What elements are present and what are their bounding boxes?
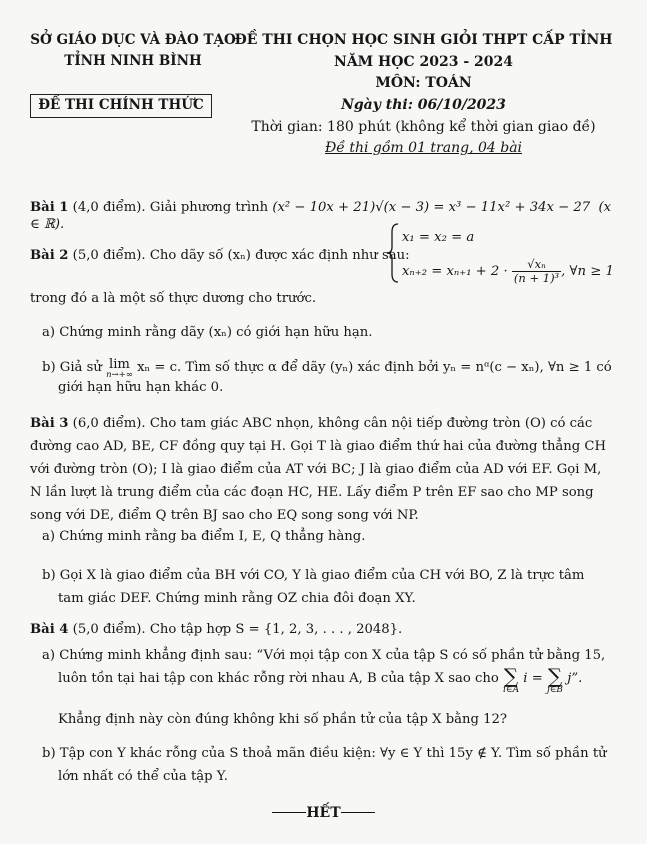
end-divider-right xyxy=(341,812,375,813)
exam-date: Ngày thi: 06/10/2023 xyxy=(341,97,506,114)
issuer-province: TỈNH NINH BÌNH xyxy=(64,52,202,69)
problem-3b: b) Gọi X là giao điểm của BH với CO, Y là giao điểm của CH với BO, Z là trực tâm tam giác DEF. Chứng minh rằng OZ chia đôi đoạn XY. xyxy=(42,568,585,606)
recurrence-system xyxy=(386,222,626,284)
sum-over-b: ∑ j∈B xyxy=(546,664,564,695)
problem-2-points: (5,0 điểm). xyxy=(72,248,146,263)
problem-1-text: Giải phương trình xyxy=(149,200,269,215)
problem-4-label: Bài 4 xyxy=(30,622,69,637)
problem-1-label: Bài 1 xyxy=(30,200,69,215)
problem-4a-line-2: luôn tồn tại hai tập con khác rỗng rời nhau A, B của tập X sao cho ∑ i∈A i = ∑ j∈B j”. xyxy=(58,664,583,695)
recurrence-line-1: x₁ = x₂ = a xyxy=(402,230,475,245)
problem-3: Bài 3 (6,0 điểm). Cho tam giác ABC nhọn, không cân nội tiếp đường tròn (O) có các đường cao AD, BE, CF đồng quy tại H. Gọi T là giao điểm thứ hai của đường thẳng CH với đường tròn (O); I là giao điểm của AT với BC; J là giao điểm của AD với EF. Gọi M, N lần lượt là trung điểm của các đoạn HC, HE. Lấy điểm P trên EF sao cho MP song song với DE, điểm Q trên BJ sao cho EQ song song với NP. xyxy=(30,416,607,523)
school-year: NĂM HỌC 2023 - 2024 xyxy=(334,53,513,70)
subject: MÔN: TOÁN xyxy=(375,75,472,92)
end-mark: HẾT xyxy=(0,805,647,823)
problem-1-points: (4,0 điểm). xyxy=(72,200,146,215)
limit-expression: lim n→+∞ xyxy=(106,357,133,381)
problem-4-intro: Bài 4 (5,0 điểm). Cho tập hợp S = {1, 2, 3, . . . , 2048}. xyxy=(30,622,403,637)
pages-note: Đề thi gồm 01 trang, 04 bài xyxy=(324,140,523,157)
problem-2b: b) Giả sử lim n→+∞ xₙ = c. Tìm số thực α để dãy (yₙ) xác định bởi yₙ = nᵅ(c − xₙ), ∀n ≥ 1 có xyxy=(42,357,612,381)
problem-2a: a) Chứng minh rằng dãy (xₙ) có giới hạn hữu hạn. xyxy=(42,325,373,340)
problem-4a-line-3: Khẳng định này còn đúng không khi số phần tử của tập X bằng 12? xyxy=(58,712,507,727)
problem-4a: a) Chứng minh khẳng định sau: “Với mọi tập con X của tập S có số phần tử bằng 15, xyxy=(42,648,606,663)
sum-over-a: ∑ i∈A xyxy=(503,664,520,695)
problem-2-text: Cho dãy số (xₙ) được xác định như sau: xyxy=(149,248,410,263)
end-divider-left xyxy=(272,812,306,813)
exam-duration: Thời gian: 180 phút (không kể thời gian giao đề) xyxy=(251,118,596,135)
exam-title: ĐỀ THI CHỌN HỌC SINH GIỎI THPT CẤP TỈNH xyxy=(234,32,613,48)
problem-4b: b) Tập con Y khác rỗng của S thoả mãn điều kiện: ∀y ∈ Y thì 15y ∉ Y. Tìm số phần tử lớn nhất có thể của tập Y. xyxy=(42,746,607,784)
issuer-block xyxy=(28,30,238,72)
official-exam-label: ĐỀ THI CHÍNH THỨC xyxy=(30,94,212,118)
recurrence-fraction: $\frac{\text{√xₙ}}{\text{(n + 1)³}}$ xyxy=(513,257,560,286)
issuer-department: SỞ GIÁO DỤC VÀ ĐÀO TẠO xyxy=(30,32,236,48)
problem-3-label: Bài 3 xyxy=(30,416,69,431)
exam-header xyxy=(226,30,621,160)
problem-2-label: Bài 2 xyxy=(30,248,69,263)
recurrence-line-2: xₙ₊₂ = xₙ₊₁ + 2 · $\frac{\text{√xₙ}}{\text{(n + 1)³}}$ , ∀n ≥ 1 xyxy=(402,257,614,286)
left-brace-icon xyxy=(386,222,400,284)
problem-2b-line-2: giới hạn hữu hạn khác 0. xyxy=(58,380,224,395)
problem-1-equation: (x² − 10x + 21)√(x − 3) = x³ − 11x² + 34x − 27 xyxy=(272,200,591,215)
problem-3a: a) Chứng minh rằng ba điểm I, E, Q thẳng hàng. xyxy=(42,529,366,544)
problem-1-domain: (x ∈ ℝ). xyxy=(30,200,612,232)
problem-2-note: trong đó a là một số thực dương cho trước. xyxy=(30,291,317,306)
